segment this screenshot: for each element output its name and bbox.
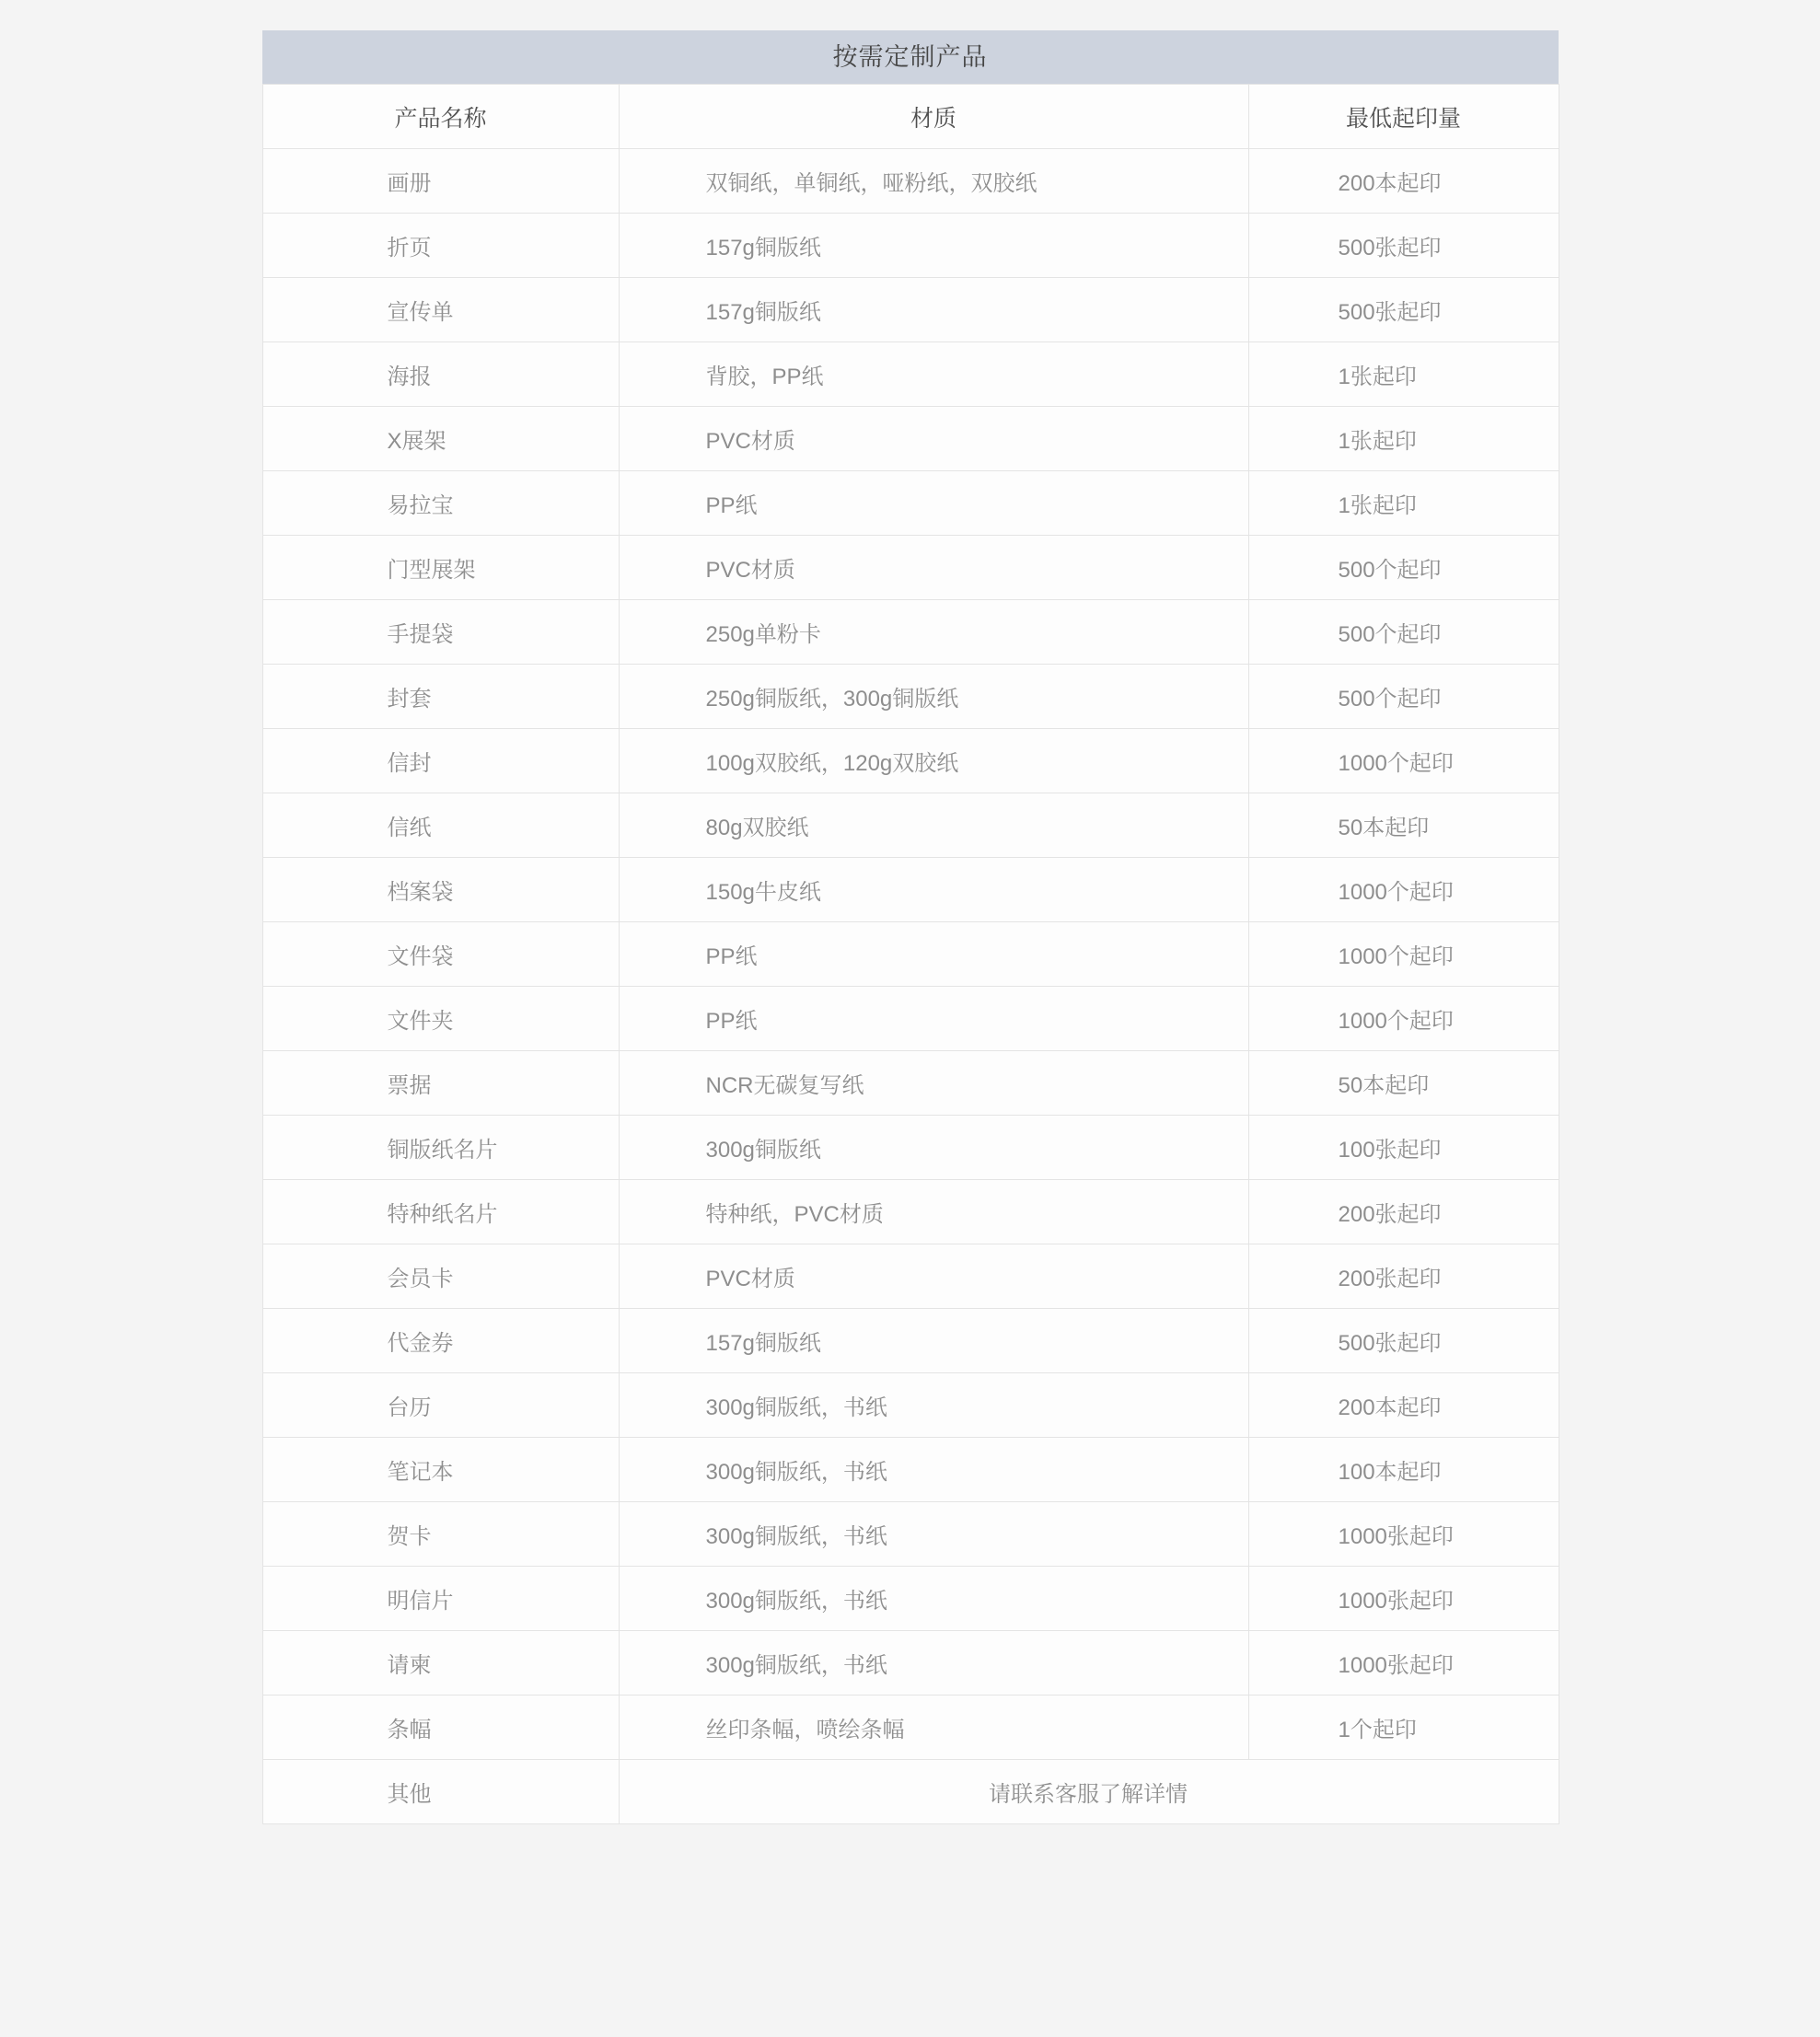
table-row — [262, 987, 1559, 1051]
material-cell: 100g双胶纸，120g双胶纸 — [619, 729, 1248, 793]
table-row — [262, 922, 1559, 987]
moq-cell: 100张起印 — [1248, 1116, 1559, 1180]
material-cell: PP纸 — [619, 922, 1248, 987]
material-cell: 300g铜版纸，书纸 — [619, 1502, 1248, 1567]
material-cell: 背胶，PP纸 — [619, 342, 1248, 407]
table-row — [262, 278, 1559, 342]
table-row — [262, 1244, 1559, 1309]
moq-cell: 1000个起印 — [1248, 729, 1559, 793]
material-cell: 300g铜版纸，书纸 — [619, 1567, 1248, 1631]
moq-cell: 500张起印 — [1248, 1309, 1559, 1373]
product-name-cell: 贺卡 — [262, 1502, 619, 1567]
table-row — [262, 1502, 1559, 1567]
moq-cell: 500个起印 — [1248, 600, 1559, 665]
material-cell: 300g铜版纸 — [619, 1116, 1248, 1180]
moq-cell: 500个起印 — [1248, 536, 1559, 600]
product-table — [262, 84, 1559, 1824]
material-cell: 157g铜版纸 — [619, 278, 1248, 342]
table-row — [262, 342, 1559, 407]
product-name-cell: 特种纸名片 — [262, 1180, 619, 1244]
moq-cell: 500张起印 — [1248, 278, 1559, 342]
moq-cell: 1000张起印 — [1248, 1631, 1559, 1696]
product-name-cell: X展架 — [262, 407, 619, 471]
moq-cell: 1个起印 — [1248, 1696, 1559, 1760]
material-cell: 157g铜版纸 — [619, 1309, 1248, 1373]
material-cell: 250g单粉卡 — [619, 600, 1248, 665]
moq-cell: 500个起印 — [1248, 665, 1559, 729]
table-row — [262, 600, 1559, 665]
contact-service-note: 请联系客服了解详情 — [619, 1760, 1559, 1824]
moq-cell: 1张起印 — [1248, 407, 1559, 471]
product-name-cell: 铜版纸名片 — [262, 1116, 619, 1180]
material-cell: 150g牛皮纸 — [619, 858, 1248, 922]
product-name-cell: 明信片 — [262, 1567, 619, 1631]
moq-cell: 200本起印 — [1248, 149, 1559, 214]
moq-cell: 200张起印 — [1248, 1244, 1559, 1309]
header-row — [262, 85, 1559, 149]
material-cell: 特种纸，PVC材质 — [619, 1180, 1248, 1244]
table-row — [262, 665, 1559, 729]
moq-cell: 500张起印 — [1248, 214, 1559, 278]
column-header-product-name: 产品名称 — [262, 85, 619, 149]
moq-cell: 1000个起印 — [1248, 987, 1559, 1051]
material-cell: 300g铜版纸，书纸 — [619, 1373, 1248, 1438]
table-row — [262, 729, 1559, 793]
product-name-cell: 画册 — [262, 149, 619, 214]
table-row — [262, 149, 1559, 214]
moq-cell: 1000张起印 — [1248, 1567, 1559, 1631]
product-name-cell: 文件夹 — [262, 987, 619, 1051]
material-cell: 157g铜版纸 — [619, 214, 1248, 278]
material-cell: 300g铜版纸，书纸 — [619, 1631, 1248, 1696]
table-row — [262, 858, 1559, 922]
product-name-cell: 易拉宝 — [262, 471, 619, 536]
table-row — [262, 1567, 1559, 1631]
material-cell: PVC材质 — [619, 407, 1248, 471]
table-row — [262, 1438, 1559, 1502]
moq-cell: 1000张起印 — [1248, 1502, 1559, 1567]
table-title: 按需定制产品 — [262, 30, 1559, 84]
table-row — [262, 793, 1559, 858]
table-row — [262, 407, 1559, 471]
material-cell: NCR无碳复写纸 — [619, 1051, 1248, 1116]
material-cell: 250g铜版纸，300g铜版纸 — [619, 665, 1248, 729]
product-name-cell: 笔记本 — [262, 1438, 619, 1502]
product-name-cell: 信纸 — [262, 793, 619, 858]
material-cell: PVC材质 — [619, 536, 1248, 600]
moq-cell: 50本起印 — [1248, 1051, 1559, 1116]
product-name-cell: 海报 — [262, 342, 619, 407]
table-row — [262, 1696, 1559, 1760]
material-cell: 丝印条幅，喷绘条幅 — [619, 1696, 1248, 1760]
table-row — [262, 214, 1559, 278]
custom-products-table — [262, 30, 1559, 1824]
product-name-cell: 代金券 — [262, 1309, 619, 1373]
column-header-moq: 最低起印量 — [1248, 85, 1559, 149]
product-name-cell: 折页 — [262, 214, 619, 278]
moq-cell: 50本起印 — [1248, 793, 1559, 858]
table-footer — [262, 1760, 1559, 1824]
product-name-cell: 封套 — [262, 665, 619, 729]
material-cell: PP纸 — [619, 987, 1248, 1051]
material-cell: PP纸 — [619, 471, 1248, 536]
product-name-cell: 票据 — [262, 1051, 619, 1116]
material-cell: 80g双胶纸 — [619, 793, 1248, 858]
product-name-cell: 条幅 — [262, 1696, 619, 1760]
table-row — [262, 1373, 1559, 1438]
material-cell: 300g铜版纸，书纸 — [619, 1438, 1248, 1502]
moq-cell: 200张起印 — [1248, 1180, 1559, 1244]
product-name-cell: 会员卡 — [262, 1244, 619, 1309]
table-row — [262, 1631, 1559, 1696]
table-row — [262, 1309, 1559, 1373]
product-name-cell: 信封 — [262, 729, 619, 793]
moq-cell: 1000个起印 — [1248, 922, 1559, 987]
table-header — [262, 85, 1559, 149]
product-name-cell: 请柬 — [262, 1631, 619, 1696]
product-name-cell: 台历 — [262, 1373, 619, 1438]
product-name-cell: 文件袋 — [262, 922, 619, 987]
product-name-cell: 手提袋 — [262, 600, 619, 665]
product-name-cell: 档案袋 — [262, 858, 619, 922]
table-body — [262, 149, 1559, 1760]
moq-cell: 100本起印 — [1248, 1438, 1559, 1502]
table-row — [262, 1051, 1559, 1116]
footer-row — [262, 1760, 1559, 1824]
column-header-material: 材质 — [619, 85, 1248, 149]
table-row — [262, 1116, 1559, 1180]
table-row — [262, 471, 1559, 536]
table-row — [262, 1180, 1559, 1244]
product-name-cell: 门型展架 — [262, 536, 619, 600]
moq-cell: 1000个起印 — [1248, 858, 1559, 922]
moq-cell: 1张起印 — [1248, 471, 1559, 536]
moq-cell: 1张起印 — [1248, 342, 1559, 407]
product-name-cell: 宣传单 — [262, 278, 619, 342]
table-row — [262, 536, 1559, 600]
product-name-cell: 其他 — [262, 1760, 619, 1824]
moq-cell: 200本起印 — [1248, 1373, 1559, 1438]
material-cell: PVC材质 — [619, 1244, 1248, 1309]
material-cell: 双铜纸，单铜纸，哑粉纸，双胶纸 — [619, 149, 1248, 214]
